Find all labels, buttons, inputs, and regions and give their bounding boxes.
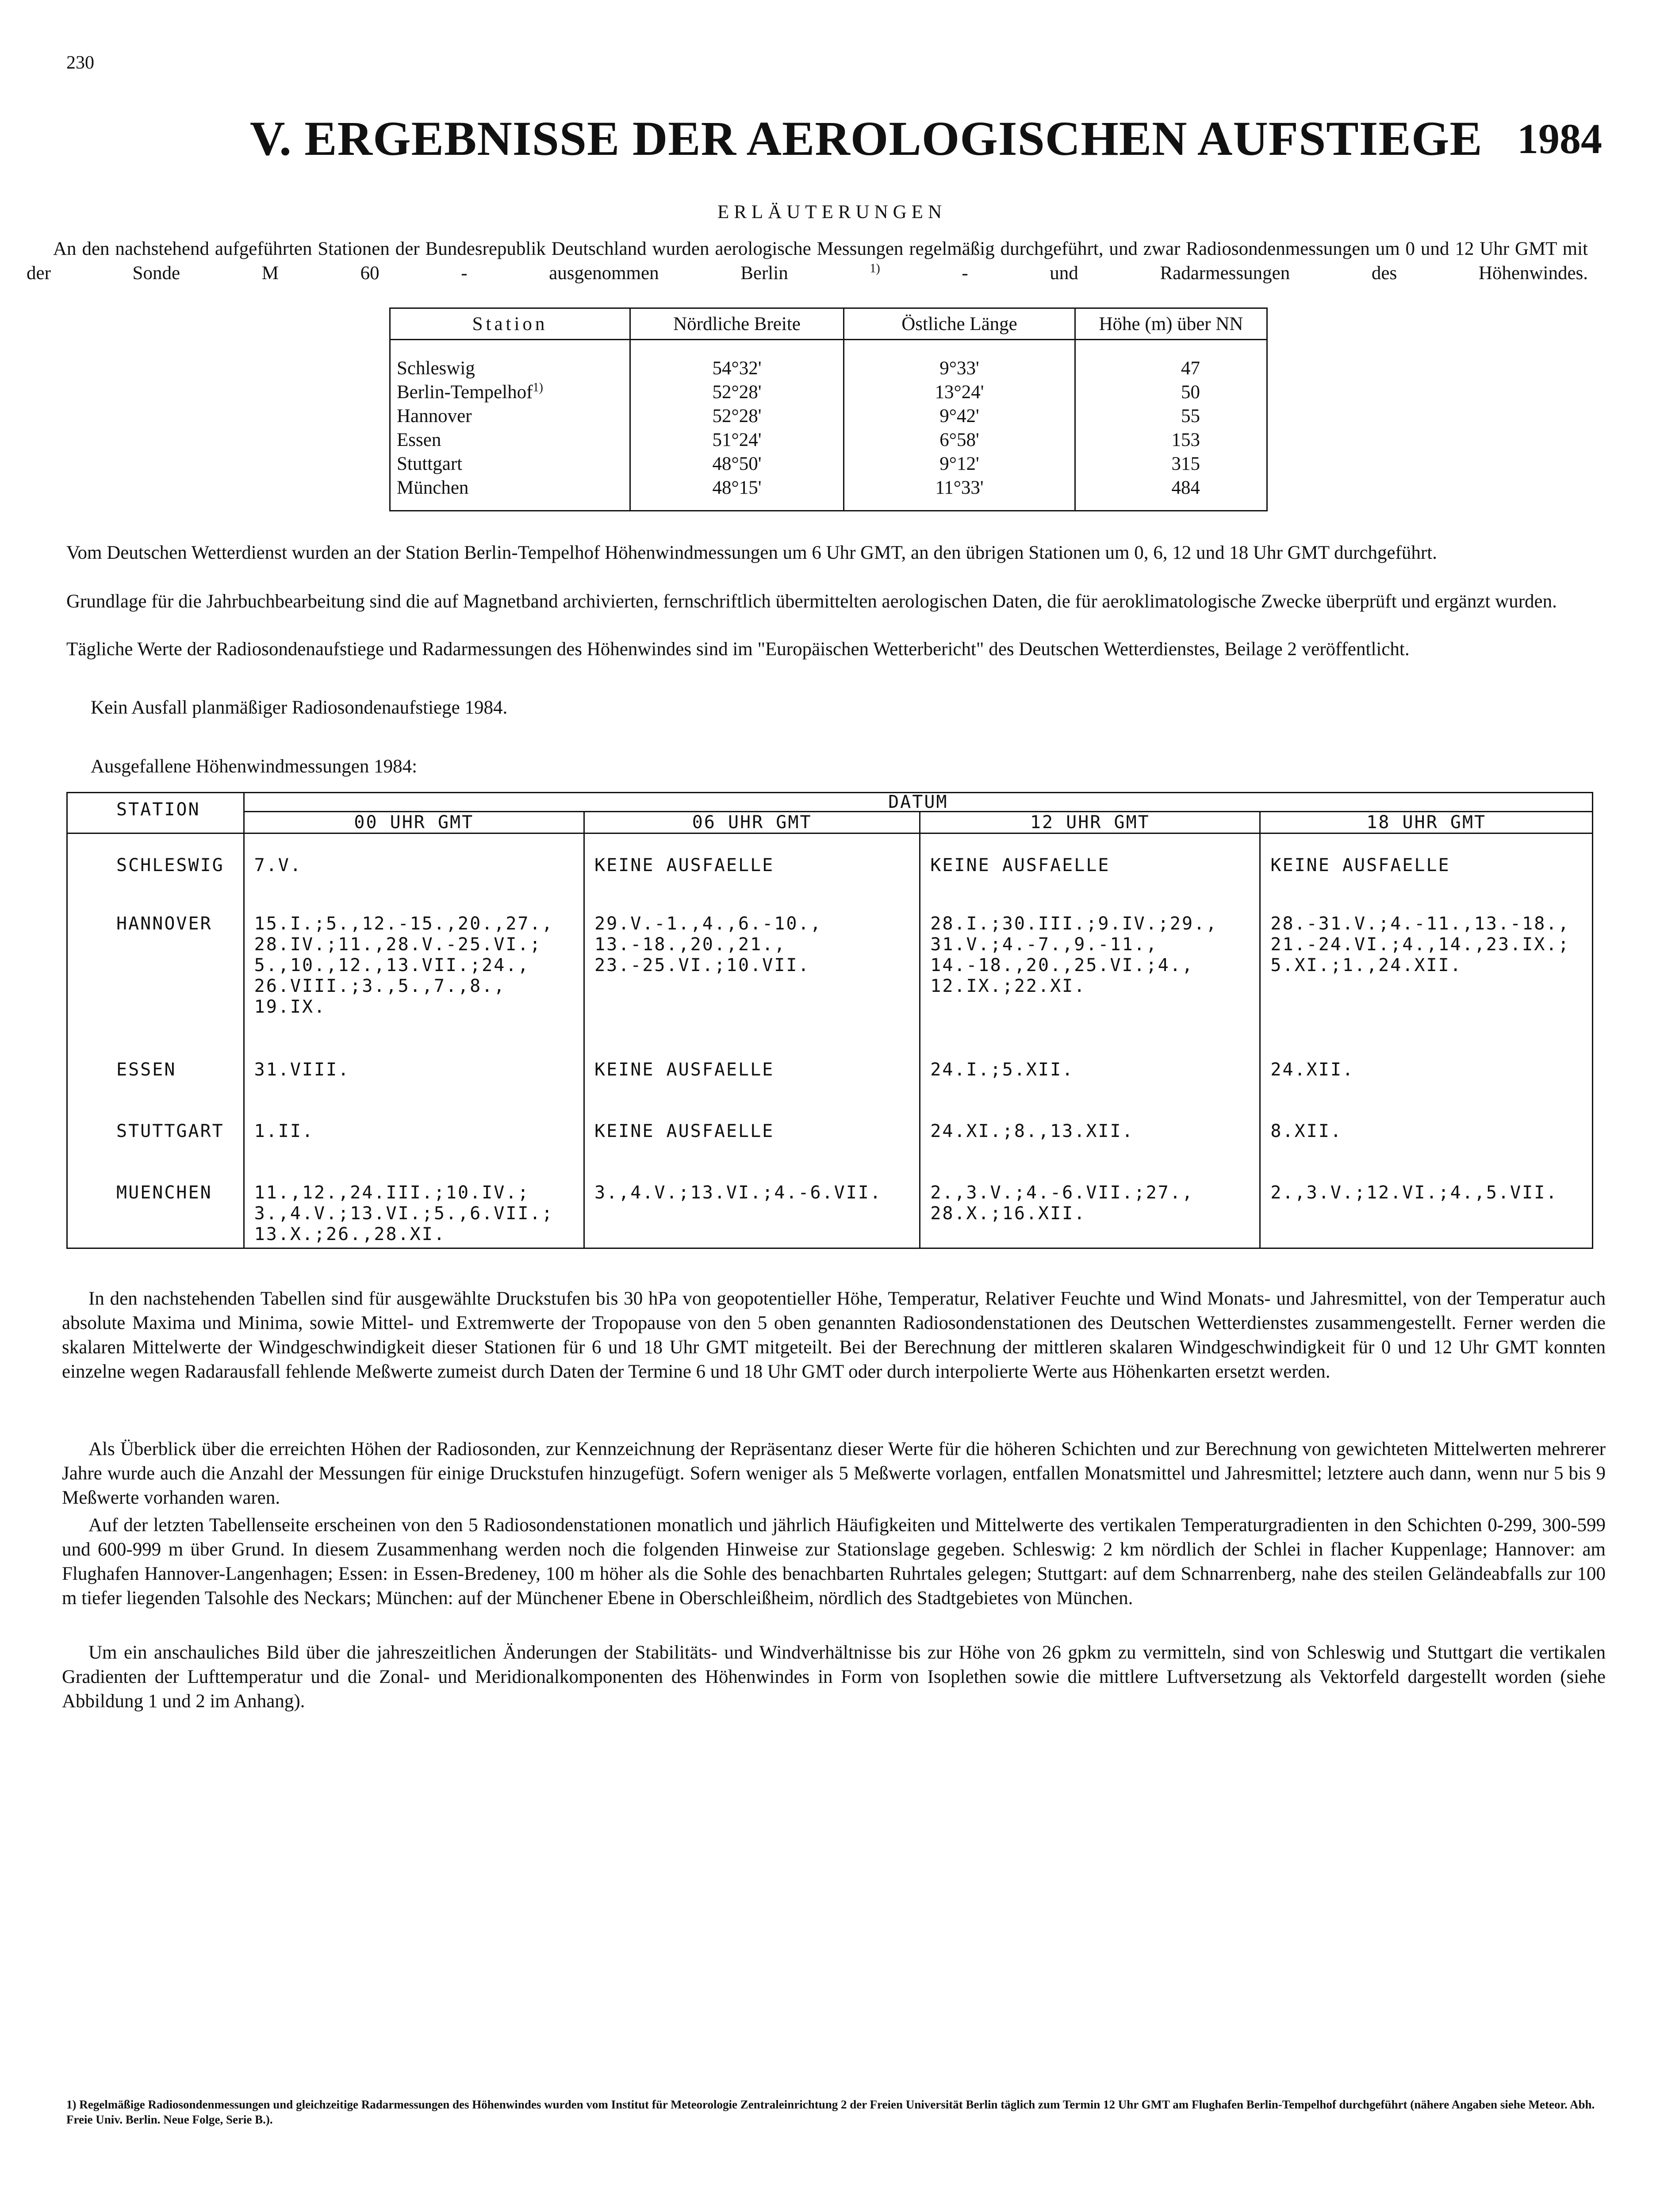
station-name: Hannover <box>390 404 630 428</box>
year-label: 1984 <box>1517 115 1602 162</box>
explanations-heading: ERLÄUTERUNGEN <box>717 202 947 223</box>
cell-06: KEINE AUSFAELLE <box>584 1018 920 1080</box>
cell-18: 28.-31.V.;4.-11.,13.-18., 21.-24.VI.;4.,14.,23.IX.; 5.XI.;1.,24.XII. <box>1260 876 1593 1018</box>
footnote-marker: 1) <box>870 261 880 276</box>
header-datum: DATUM <box>244 793 1592 812</box>
failures-row <box>67 1080 1593 1142</box>
cell-18: 24.XII. <box>1260 1018 1593 1080</box>
station-longitude: 11°33' <box>844 476 1075 499</box>
station-longitude: 13°24' <box>844 380 1075 404</box>
footnote-marker: 1) <box>533 380 543 395</box>
cell-12: KEINE AUSFAELLE <box>920 833 1260 876</box>
station-latitude: 48°50' <box>630 452 844 476</box>
cell-06: KEINE AUSFAELLE <box>584 833 920 876</box>
station-latitude: 54°32' <box>630 356 844 380</box>
row-station: SCHLESWIG <box>67 833 244 876</box>
failures-row <box>67 1142 1593 1248</box>
station-latitude: 52°28' <box>630 380 844 404</box>
footnote: 1) Regelmäßige Radiosondenmessungen und gleichzeitige Radarmessungen des Höhenwindes wurden vom Institut für Meteorologie Zentraleinrichtung 2 der Freien Universität Berlin täglich zum Termin 12 Uhr GMT am Flughafen Berlin-Tempelhof durchgeführt (nähere Angaben siehe Meteor. Abh. Freie Univ. Berlin. Neue Folge, Serie B.). <box>66 2098 1595 2126</box>
cell-00: 31.VIII. <box>244 1018 584 1080</box>
station-latitude: 48°15' <box>630 476 844 499</box>
failures-row <box>67 876 1593 1018</box>
cell-12: 28.I.;30.III.;9.IV.;29., 31.V.;4.-7.,9.-11., 14.-18.,20.,25.VI.;4., 12.IX.;22.XI. <box>920 876 1260 1018</box>
cell-12: 24.I.;5.XII. <box>920 1018 1260 1080</box>
station-longitude: 6°58' <box>844 428 1075 452</box>
station-height: 153 <box>1075 428 1267 452</box>
header-height: Höhe (m) über NN <box>1075 308 1267 340</box>
station-height: 55 <box>1075 404 1267 428</box>
station-row <box>390 404 1267 428</box>
station-row <box>390 380 1267 404</box>
cell-00: 11.,12.,24.III.;10.IV.; 3.,4.V.;13.VI.;5.,6.VII.; 13.X.;26.,28.XI. <box>244 1142 584 1248</box>
cell-12: 24.XI.;8.,13.XII. <box>920 1080 1260 1142</box>
header-longitude: Östliche Länge <box>844 308 1075 340</box>
cell-18: KEINE AUSFAELLE <box>1260 833 1593 876</box>
failures-row <box>67 833 1593 876</box>
station-name: Berlin-Tempelhof$^{1)}$ <box>390 380 630 404</box>
paragraph-tables-overview: In den nachstehenden Tabellen sind für ausgewählte Druckstufen bis 30 hPa von geopotentieller Höhe, Temperatur, Relativer Feuchte und Wind Monats- und Jahresmittel, von der Temperatur auch absolute Maxima und Minima, sowie Mittel- und Extremwerte der Tropopause von den 5 oben genannten Radiosondenstationen des Deutschen Wetterdienstes zusammengestellt. Ferner werden die skalaren Mittelwerte der Windgeschwindigkeit dieser Stationen für 6 und 18 Uhr GMT mitgeteilt. Bei der Berechnung der mittleren skalaren Windgeschwindigkeit für 0 und 12 Uhr GMT konnten einzelne wegen Radarausfall fehlende Meßwerte zumeist durch Daten der Termine 6 und 18 Uhr GMT oder durch interpolierte Werte aus Höhenkarten ersetzt werden. <box>62 1288 1606 1382</box>
station-row <box>390 452 1267 476</box>
header-00-uhr: 00 UHR GMT <box>244 812 584 833</box>
intro-text: An den nachstehend aufgeführten Stationen der Bundesrepublik Deutschland wurden aerologische Messungen regelmäßig durchgeführt, und zwar Radiosondenmessungen um 0 und 12 Uhr GMT mit der Sonde M 60 - ausgenommen Berlin <box>27 238 1588 284</box>
page-number: 230 <box>66 53 94 73</box>
station-name: Stuttgart <box>390 452 630 476</box>
row-station: MUENCHEN <box>67 1142 244 1248</box>
cell-06: 29.V.-1.,4.,6.-10., 13.-18.,20.,21., 23.-25.VI.;10.VII. <box>584 876 920 1018</box>
station-longitude: 9°42' <box>844 404 1075 428</box>
station-height: 47 <box>1075 356 1267 380</box>
header-latitude: Nördliche Breite <box>630 308 844 340</box>
station-longitude: 9°12' <box>844 452 1075 476</box>
cell-00: 1.II. <box>244 1080 584 1142</box>
station-name: Essen <box>390 428 630 452</box>
failures-row <box>67 1018 1593 1080</box>
paragraph-measurement-counts: Als Überblick über die erreichten Höhen der Radiosonden, zur Kennzeichnung der Repräsentanz dieser Werte für die höheren Schichten und zur Berechnung von gewichteten Mittelwerten mehrerer Jahre wurde auch die Anzahl der Messungen für einige Druckstufen hinzugefügt. Sofern weniger als 5 Meßwerte vorlagen, entfallen Monatsmittel und Jahresmittel; letztere auch dann, wenn nur 5 bis 9 Meßwerte vorhanden waren. <box>62 1439 1606 1508</box>
paragraph-no-failures: Kein Ausfall planmäßiger Radiosondenaufstiege 1984. <box>91 697 508 718</box>
page-title: V. ERGEBNISSE DER AEROLOGISCHEN AUFSTIEGE <box>250 111 1483 165</box>
station-height: 484 <box>1075 476 1267 499</box>
station-table <box>389 307 1268 511</box>
station-height: 315 <box>1075 452 1267 476</box>
station-name: München <box>390 476 630 499</box>
row-station: STUTTGART <box>67 1080 244 1142</box>
cell-18: 8.XII. <box>1260 1080 1593 1142</box>
intro-text-end: - und Radarmessungen des Höhenwindes. <box>962 263 1588 284</box>
intro-paragraph <box>27 237 1588 285</box>
station-row <box>390 476 1267 499</box>
header-18-uhr: 18 UHR GMT <box>1260 812 1593 833</box>
station-latitude: 52°28' <box>630 404 844 428</box>
cell-06: KEINE AUSFAELLE <box>584 1080 920 1142</box>
header-06-uhr: 06 UHR GMT <box>584 812 920 833</box>
paragraph-data-basis: Grundlage für die Jahrbuchbearbeitung sind die auf Magnetband archivierten, fernschriftlich übermittelten aerologischen Daten, die für aeroklimatologische Zwecke überprüft und ergänzt wurden. <box>66 591 1557 612</box>
paragraph-isopleths: Um ein anschauliches Bild über die jahreszeitlichen Änderungen der Stabilitäts- und Windverhältnisse bis zur Höhe von 26 gpkm zu vermitteln, sind von Schleswig und Stuttgart die vertikalen Gradienten der Lufttemperatur und die Zonal- und Meridionalkomponenten des Höhenwindes in Form von Isoplethen sowie die mittlere Luftversetzung als Vektorfeld dargestellt worden (siehe Abbildung 1 und 2 im Anhang). <box>62 1642 1606 1712</box>
station-latitude: 51°24' <box>630 428 844 452</box>
cell-00: 7.V. <box>244 833 584 876</box>
station-row <box>390 428 1267 452</box>
station-height: 50 <box>1075 380 1267 404</box>
station-longitude: 9°33' <box>844 356 1075 380</box>
header-station: STATION <box>67 793 244 833</box>
header-12-uhr: 12 UHR GMT <box>920 812 1260 833</box>
paragraph-wind-measurements: Vom Deutschen Wetterdienst wurden an der Station Berlin-Tempelhof Höhenwindmessungen um 6 Uhr GMT, an den übrigen Stationen um 0, 6, 12 und 18 Uhr GMT durchgeführt. <box>66 542 1437 563</box>
cell-18: 2.,3.V.;12.VI.;4.,5.VII. <box>1260 1142 1593 1248</box>
row-station: HANNOVER <box>67 876 244 1018</box>
cell-06: 3.,4.V.;13.VI.;4.-6.VII. <box>584 1142 920 1248</box>
row-station: ESSEN <box>67 1018 244 1080</box>
station-name: Schleswig <box>390 356 630 380</box>
station-table-header <box>390 308 1267 340</box>
header-station: Station <box>390 308 630 340</box>
failures-table <box>66 792 1593 1249</box>
cell-12: 2.,3.V.;4.-6.VII.;27., 28.X.;16.XII. <box>920 1142 1260 1248</box>
paragraph-daily-values: Tägliche Werte der Radiosondenaufstiege und Radarmessungen des Höhenwindes sind im "Europäischen Wetterbericht" des Deutschen Wetterdienstes, Beilage 2 veröffentlicht. <box>66 639 1410 660</box>
failures-caption: Ausgefallene Höhenwindmessungen 1984: <box>91 756 418 777</box>
paragraph-temperature-gradient: Auf der letzten Tabellenseite erscheinen von den 5 Radiosondenstationen monatlich und jährlich Häufigkeiten und Mittelwerte des vertikalen Temperaturgradienten in den Schichten 0-299, 300-599 und 600-999 m über Grund. In diesem Zusammenhang werden noch die folgenden Hinweise zur Stationslage gegeben. Schleswig: 2 km nördlich der Schlei in flacher Kuppenlage; Hannover: am Flughafen Hannover-Langenhagen; Essen: in Essen-Bredeney, 100 m höher als die Sohle des benachbarten Ruhrtales gelegen; Stuttgart: auf dem Schnarrenberg, nahe des steilen Geländeabfalls zur 100 m tiefer liegenden Talsohle des Neckars; München: auf der Münchener Ebene in Oberschleißheim, nördlich des Stadtgebietes von München. <box>62 1515 1606 1609</box>
station-row <box>390 356 1267 380</box>
cell-00: 15.I.;5.,12.-15.,20.,27., 28.IV.;11.,28.V.-25.VI.; 5.,10.,12.,13.VII.;24., 26.VIII.;3.,5.,7.,8., 19.IX. <box>244 876 584 1018</box>
